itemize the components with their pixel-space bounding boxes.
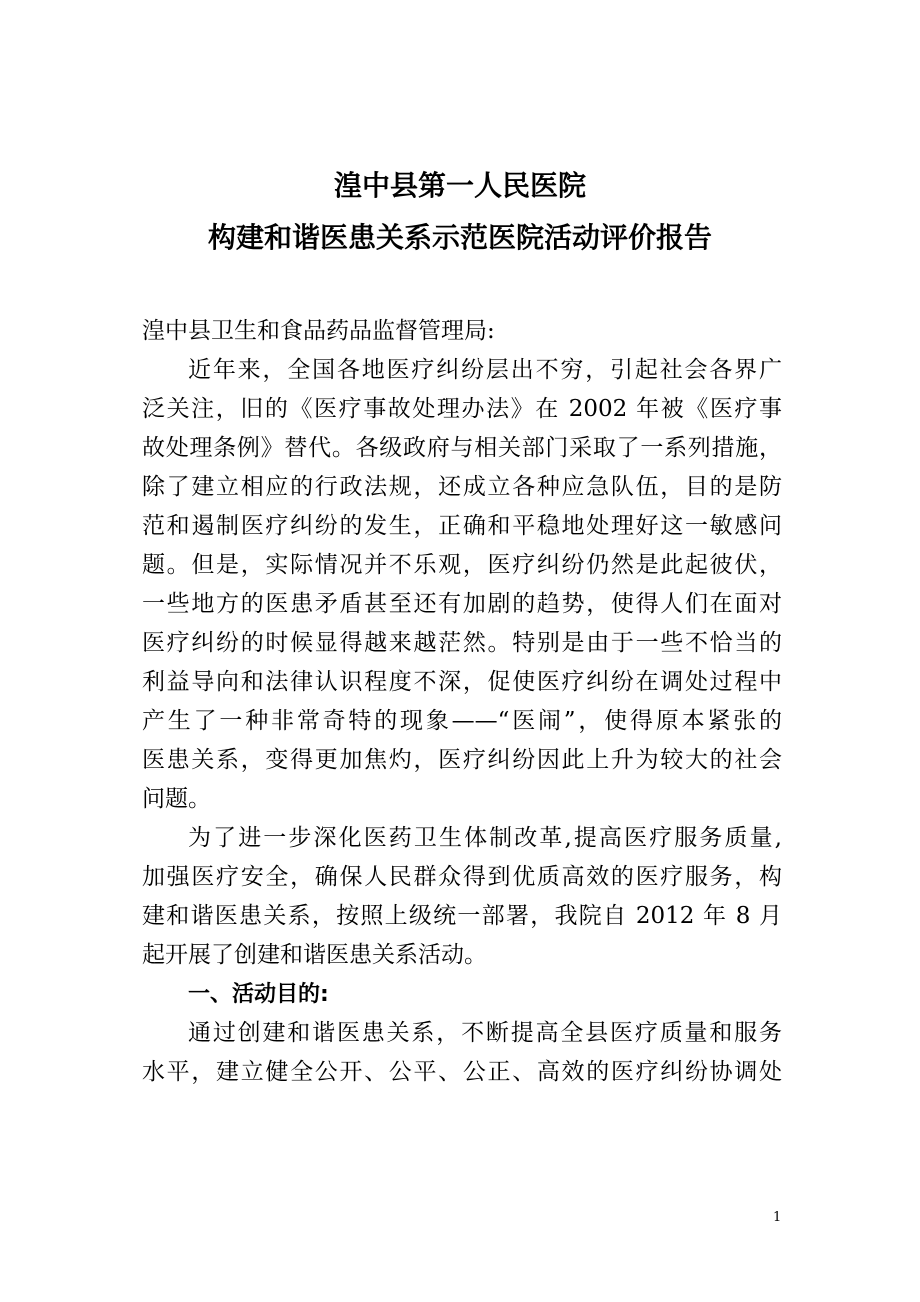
page-number: 1: [773, 1210, 782, 1225]
paragraph-line: 医疗纠纷的时候显得越来越茫然。特别是由于一些不恰当的: [142, 630, 782, 656]
paragraph-line: 泛关注，旧的《医疗事故处理办法》在 2002 年被《医疗事: [142, 396, 782, 422]
paragraph-line: 起开展了创建和谐医患关系活动。: [142, 942, 487, 968]
paragraph-section-one: [142, 1014, 782, 1092]
paragraph-line: 问题。: [142, 786, 211, 812]
paragraph-line: 题。但是，实际情况并不乐观，医疗纠纷仍然是此起彼伏，: [142, 552, 782, 578]
paragraph-line: 为了进一步深化医药卫生体制改革,提高医疗服务质量,: [188, 825, 782, 851]
document-title: [0, 160, 920, 264]
paragraph-line: 利益导向和法律认识程度不深，促使医疗纠纷在调处过程中: [142, 669, 782, 695]
paragraph-line: 产生了一种非常奇特的现象——“医闹”，使得原本紧张的: [142, 708, 782, 734]
paragraph-line: 一些地方的医患矛盾甚至还有加剧的趋势，使得人们在面对: [142, 591, 782, 617]
section-heading: 一、活动目的:: [188, 982, 329, 1007]
paragraph-line: 故处理条例》替代。各级政府与相关部门采取了一系列措施，: [142, 435, 782, 461]
paragraph-line: 医患关系，变得更加焦灼，医疗纠纷因此上升为较大的社会: [142, 747, 782, 773]
document-body: [142, 312, 782, 1092]
title-line-hospital: 湟中县第一人民医院: [333, 169, 586, 202]
paragraph-line: 通过创建和谐医患关系，不断提高全县医疗质量和服务: [188, 1020, 782, 1046]
salutation: 湟中县卫生和食品药品监督管理局:: [142, 318, 495, 344]
paragraph-line: 除了建立相应的行政法规，还成立各种应急队伍，目的是防: [142, 474, 782, 500]
paragraph-line: 加强医疗安全，确保人民群众得到优质高效的医疗服务，构: [142, 864, 782, 890]
paragraph-line: 范和遏制医疗纠纷的发生，正确和平稳地处理好这一敏感问: [142, 513, 782, 539]
paragraph-purpose: [142, 819, 782, 975]
paragraph-line: 水平，建立健全公开、公平、公正、高效的医疗纠纷协调处: [142, 1059, 782, 1085]
paragraph-line: 近年来，全国各地医疗纠纷层出不穷，引起社会各界广: [188, 357, 782, 383]
paragraph-background: [142, 351, 782, 819]
paragraph-line: 建和谐医患关系，按照上级统一部署，我院自 2012 年 8 月: [142, 903, 782, 929]
title-line-report: 构建和谐医患关系示范医院活动评价报告: [207, 221, 712, 254]
